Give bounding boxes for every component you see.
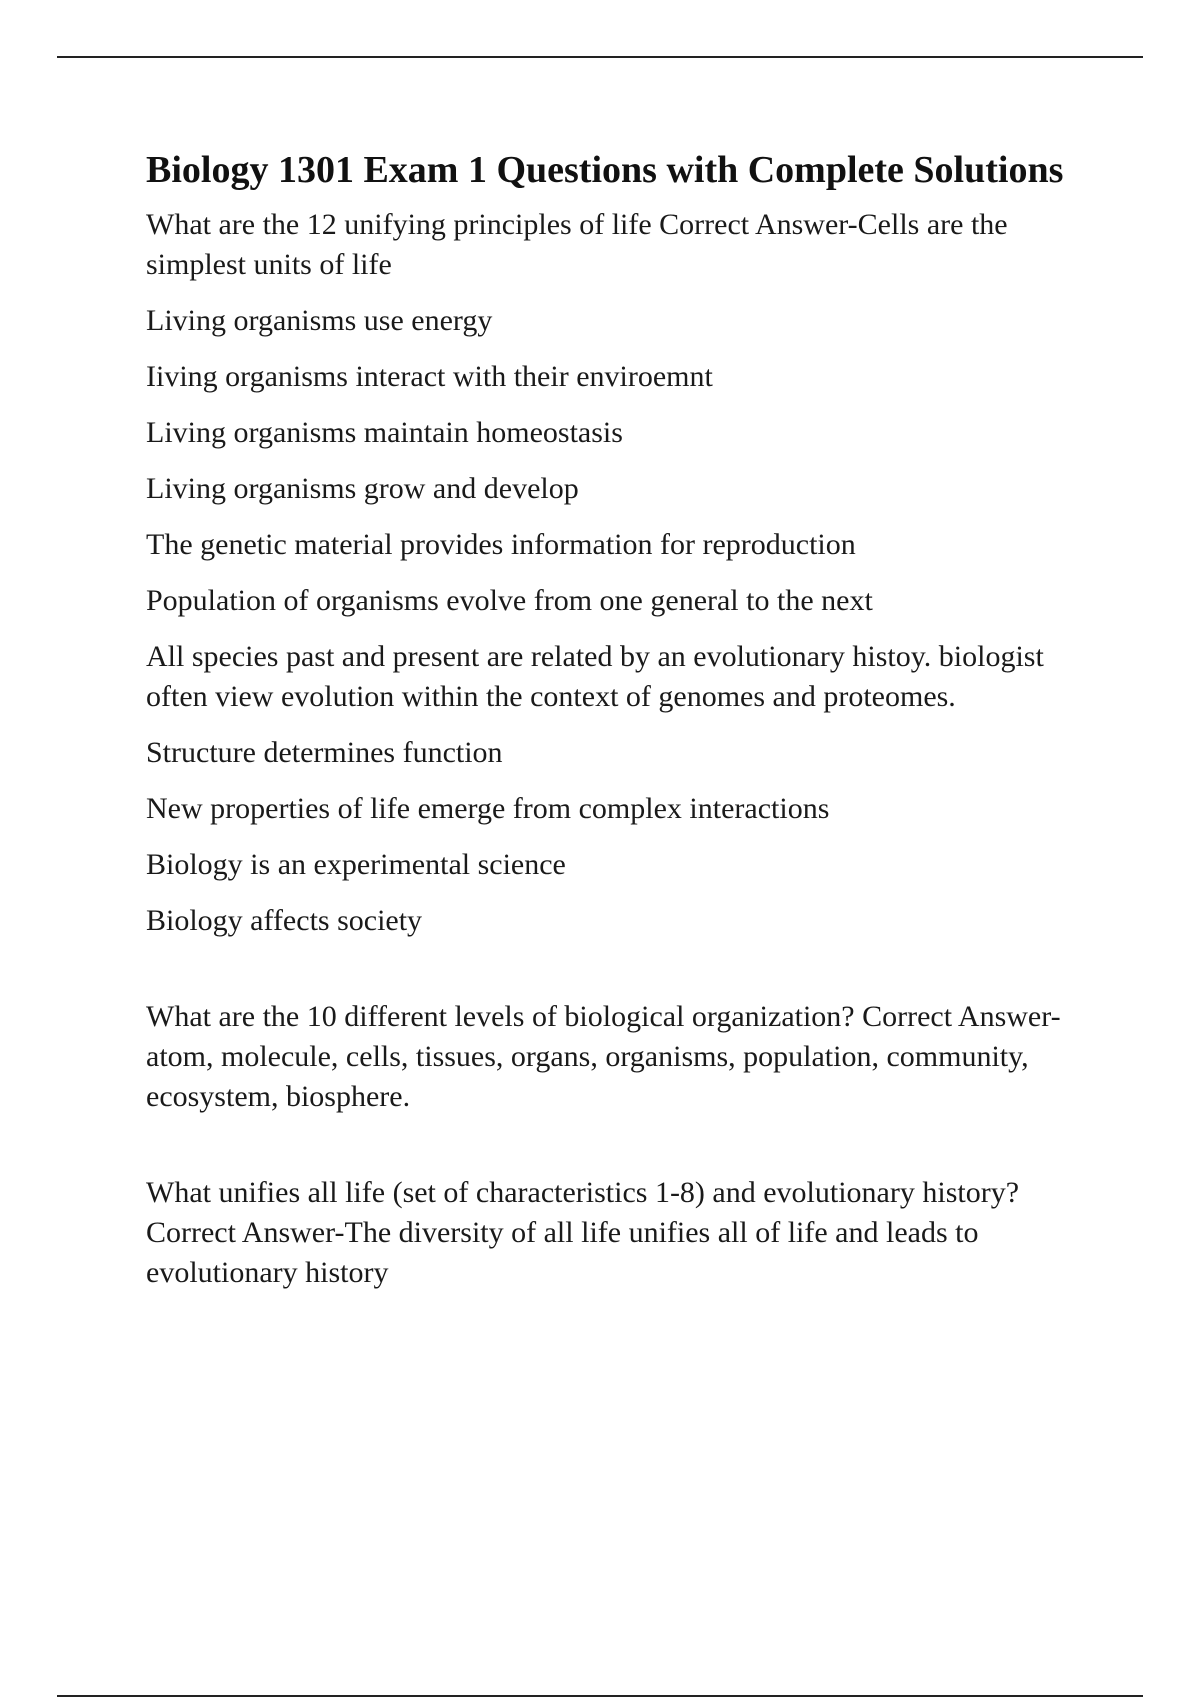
document-body <box>146 145 1106 1309</box>
principle-item: Living organisms maintain homeostasis <box>146 416 623 449</box>
principle-item: All species past and present are related by an evolutionary histoy. biologist often view evolution within the context of genomes and proteomes. <box>146 640 1044 713</box>
question-3: What unifies all life (set of characteristics 1-8) and evolutionary history? Correct Answer-The diversity of all life unifies all of life and leads to evolutionary history <box>146 1176 1020 1289</box>
principle-item: New properties of life emerge from complex interactions <box>146 792 830 825</box>
footer-rule <box>57 1695 1143 1697</box>
principle-item: Iiving organisms interact with their enviroemnt <box>146 360 713 393</box>
principle-item: Living organisms grow and develop <box>146 472 579 505</box>
header-rule <box>57 56 1143 58</box>
principle-item: Biology is an experimental science <box>146 848 566 881</box>
principle-item: The genetic material provides information for reproduction <box>146 528 856 561</box>
principle-item: Biology affects society <box>146 904 423 937</box>
question-1-intro: What are the 12 unifying principles of life Correct Answer-Cells are the simplest units of life <box>146 208 1008 281</box>
principle-item: Structure determines function <box>146 736 503 769</box>
question-2: What are the 10 different levels of biological organization? Correct Answer-atom, molecule, cells, tissues, organs, organisms, population, community, ecosystem, biosphere. <box>146 1000 1061 1113</box>
principle-item: Population of organisms evolve from one general to the next <box>146 584 873 617</box>
principle-item: Living organisms use energy <box>146 304 493 337</box>
document-title: Biology 1301 Exam 1 Questions with Complete Solutions <box>146 149 1064 191</box>
